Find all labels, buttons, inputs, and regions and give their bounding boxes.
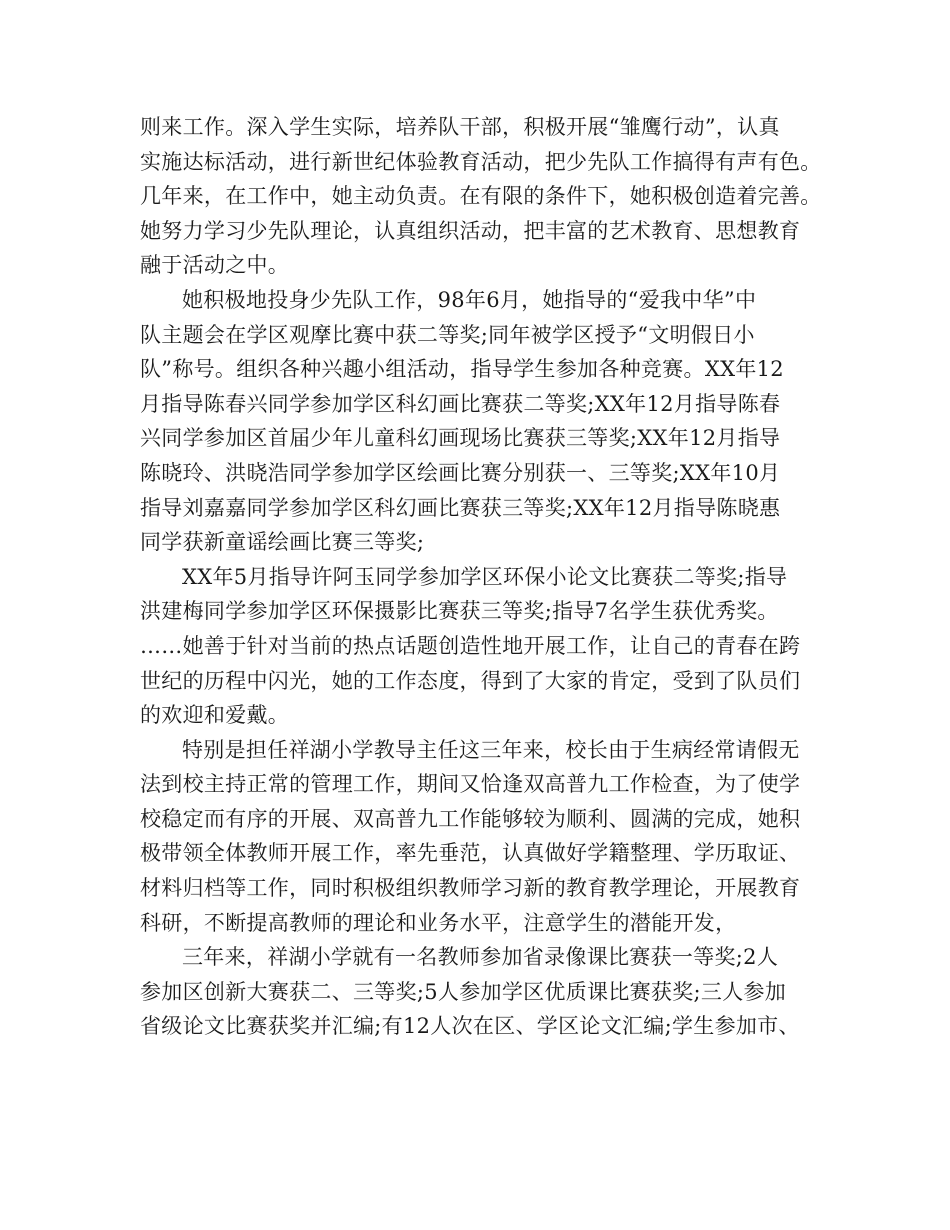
text-line: 科研，不断提高教师的理论和业务水平，注意学生的潜能开发，: [140, 910, 737, 935]
text-line: 月指导陈春兴同学参加学区科幻画比赛获二等奖;XX年12月指导陈春: [140, 391, 781, 416]
text-line: 指导刘嘉嘉同学参加学区科幻画比赛获三等奖;XX年12月指导陈晓惠: [140, 495, 781, 520]
text-line: 世纪的历程中闪光，她的工作态度，得到了大家的肯定，受到了队员们: [140, 668, 801, 693]
text-line: 几年来，在工作中，她主动负责。在有限的条件下，她积极创造着完善。: [140, 184, 822, 209]
text-line: 洪建梅同学参加学区环保摄影比赛获三等奖;指导7名学生获优秀奖。: [140, 599, 779, 624]
text-line: 同学获新童谣绘画比赛三等奖;: [140, 530, 425, 555]
text-line: ……她善于针对当前的热点话题创造性地开展工作，让自己的青春在跨: [140, 633, 801, 658]
text-line: 她积极地投身少先队工作，98年6月，她指导的“爱我中华”中: [182, 287, 757, 312]
text-line: 队”称号。组织各种兴趣小组活动，指导学生参加各种竞赛。XX年12: [140, 357, 784, 382]
text-line: 参加区创新大赛获二、三等奖;5人参加学区优质课比赛获奖;三人参加: [140, 979, 787, 1004]
text-line: 兴同学参加区首届少年儿童科幻画现场比赛获三等奖;XX年12月指导: [140, 426, 781, 451]
text-line: 融于活动之中。: [140, 253, 290, 278]
text-line: 三年来，祥湖小学就有一名教师参加省录像课比赛获一等奖;2人: [182, 945, 779, 970]
text-line: 则来工作。深入学生实际，培养队干部，积极开展“雏鹰行动”，认真: [140, 115, 780, 139]
text-line: 法到校主持正常的管理工作，期间又恰逢双高普九工作检查，为了使学: [140, 772, 801, 797]
text-line: 的欢迎和爱戴。: [140, 703, 290, 728]
text-line: XX年5月指导许阿玉同学参加学区环保小论文比赛获二等奖;指导: [182, 564, 788, 589]
text-line: 特别是担任祥湖小学教导主任这三年来，校长由于生病经常请假无: [182, 737, 800, 762]
text-line: 队主题会在学区观摩比赛中获二等奖;同年被学区授予“文明假日小: [140, 322, 755, 347]
text-line: 她努力学习少先队理论，认真组织活动，把丰富的艺术教育、思想教育: [140, 218, 801, 243]
text-line: 校稳定而有序的开展、双高普九工作能够较为顺利、圆满的完成，她积: [140, 806, 801, 831]
text-line: 实施达标活动，进行新世纪体验教育活动，把少先队工作搞得有声有色。: [140, 149, 822, 174]
text-line: 极带领全体教师开展工作，率先垂范，认真做好学籍整理、学历取证、: [140, 841, 801, 866]
body-text: [140, 110, 820, 1044]
text-line: 省级论文比赛获奖并汇编;有12人次在区、学区论文汇编;学生参加市、: [140, 1014, 800, 1039]
text-line: 陈晓玲、洪晓浩同学参加学区绘画比赛分别获一、三等奖;XX年10月: [140, 460, 781, 485]
text-line: 材料归档等工作，同时积极组织教师学习新的教育教学理论，开展教育: [140, 876, 801, 901]
